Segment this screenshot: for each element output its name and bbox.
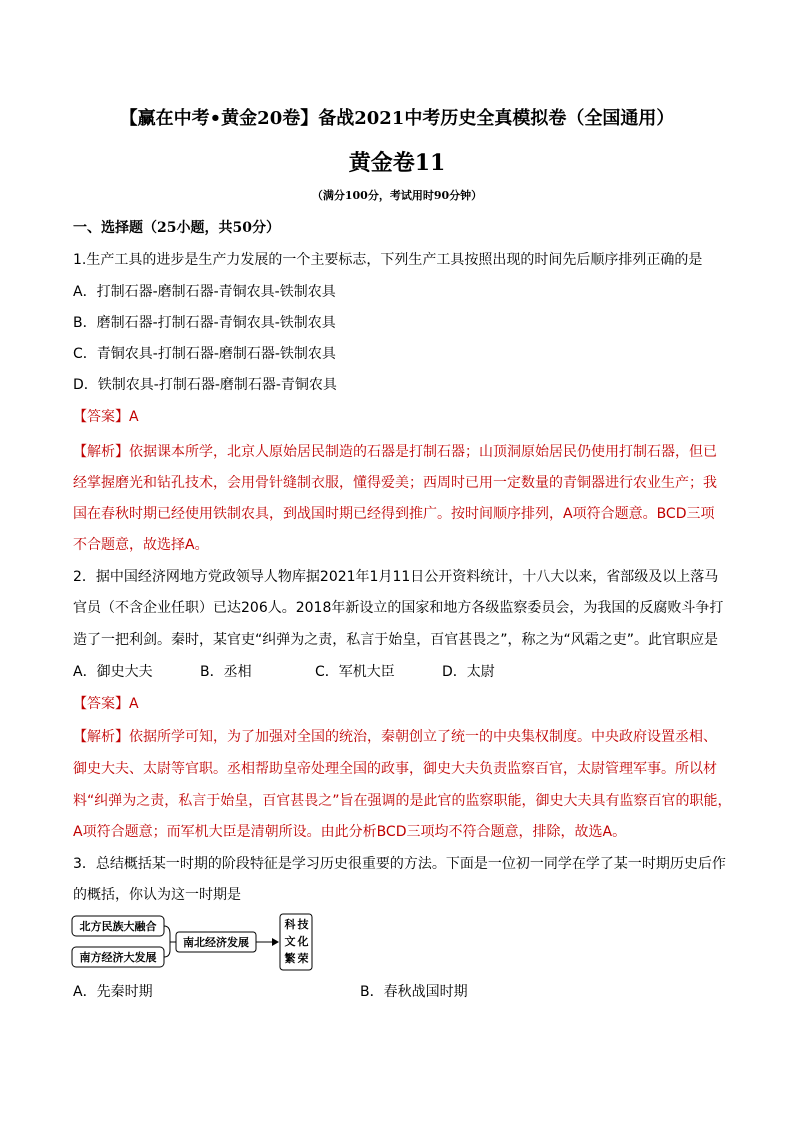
q2-answer-value: A bbox=[129, 696, 139, 712]
diagram-char-6: 荣 bbox=[297, 952, 309, 965]
q2-analysis-line-3: 料“纠弹为之责，私言于始皇，百官甚畏之”旨在强调的是此官的监察职能，御史大夫具有监察百官的职能， bbox=[73, 793, 732, 809]
q2-answer bbox=[73, 694, 723, 714]
q1-answer-value: A bbox=[129, 409, 139, 425]
q2-answer-label: 【答案】 bbox=[73, 696, 129, 712]
exam-title: 【赢在中考•黄金20卷】备战2021中考历史全真模拟卷（全国通用） bbox=[119, 108, 675, 129]
q2-analysis-line-1 bbox=[73, 727, 723, 747]
section-title: 一、选择题（25小题，共50分） bbox=[73, 220, 280, 236]
q1-analysis-line-2: 经掌握磨光和钻孔技术，会用骨针缝制衣服，懂得爱美；西周时已用一定数量的青铜器进行农业生产；我 bbox=[73, 475, 717, 491]
diagram-char-3: 文 bbox=[284, 935, 296, 948]
q2-analysis-text-1: 依据所学可知，为了加强对全国的统治，秦朝创立了统一的中央集权制度。中央政府设置丞相、 bbox=[129, 729, 717, 745]
q1-analysis-line-4: 不合题意，故选择A。 bbox=[73, 537, 209, 553]
q3-stem-line-2: 的概括，你认为这一时期是 bbox=[73, 887, 241, 903]
q2-stem-line-3: 造了一把利剑。秦时，某官吏“纠弹为之责，私言于始皇，百官甚畏之”，称之为“风霜之吏”。此官职应是 bbox=[73, 632, 719, 648]
diagram-box-development-label: 南北经济发展 bbox=[183, 936, 249, 949]
q1-option-d: D．铁制农具-打制石器-磨制石器-青铜农具 bbox=[73, 377, 337, 393]
q2-analysis-label: 【解析】 bbox=[73, 729, 129, 745]
q1-option-b: B．磨制石器-打制石器-青铜农具-铁制农具 bbox=[73, 315, 336, 331]
q1-answer bbox=[73, 407, 723, 427]
q1-answer-label: 【答案】 bbox=[73, 409, 129, 425]
q1-option-c: C．青铜农具-打制石器-磨制石器-铁制农具 bbox=[73, 346, 336, 362]
q3-option-b: B．春秋战国时期 bbox=[360, 984, 468, 1000]
q1-analysis-line-3: 国在春秋时期已经使用铁制农具，到战国时期已经得到推广。按时间顺序排列，A项符合题意。BCD三项 bbox=[73, 506, 715, 522]
q1-analysis-label: 【解析】 bbox=[73, 444, 129, 460]
diagram-box-south-label: 南方经济大发展 bbox=[79, 951, 157, 964]
diagram-char-5: 繁 bbox=[284, 952, 296, 965]
exam-subtitle: 黄金卷11 bbox=[348, 150, 446, 176]
q2-option-a: A．御史大夫 bbox=[73, 664, 153, 680]
diagram-char-1: 科 bbox=[284, 918, 296, 931]
diagram-brace bbox=[164, 926, 170, 957]
q3-diagram bbox=[70, 912, 350, 972]
diagram-arrow-head bbox=[272, 938, 279, 946]
q2-analysis-line-4: A项符合题意；而军机大臣是清朝所设。由此分析BCD三项均不符合题意，排除，故选A。 bbox=[73, 824, 627, 840]
q2-stem-line-2: 官员（不含企业任职）已达206人。2018年新设立的国家和地方各级监察委员会，为我国的反腐败斗争打 bbox=[73, 600, 724, 616]
q3-stem-line-1: 3．总结概括某一时期的阶段特征是学习历史很重要的方法。下面是一位初一同学在学了某一时期历史后作 bbox=[73, 856, 726, 872]
diagram-char-2: 技 bbox=[297, 918, 309, 931]
q1-analysis-line-1 bbox=[73, 442, 723, 462]
q2-stem-line-1: 2．据中国经济网地方党政领导人物库据2021年1月11日公开资料统计，十八大以来，省部级及以上落马 bbox=[73, 569, 719, 585]
exam-note: （满分100分，考试用时90分钟） bbox=[311, 189, 483, 202]
q1-analysis-text-1: 依据课本所学，北京人原始居民制造的石器是打制石器；山顶洞原始居民仍使用打制石器，但已 bbox=[129, 444, 717, 460]
q2-option-b: B．丞相 bbox=[200, 664, 252, 680]
q3-option-a: A．先秦时期 bbox=[73, 984, 153, 1000]
q2-option-d: D．太尉 bbox=[442, 664, 495, 680]
q1-option-a: A．打制石器-磨制石器-青铜农具-铁制农具 bbox=[73, 284, 336, 300]
diagram-box-north-label: 北方民族大融合 bbox=[79, 920, 157, 933]
diagram-char-4: 化 bbox=[297, 935, 309, 948]
q2-analysis-line-2: 御史大夫、太尉等官职。丞相帮助皇帝处理全国的政事，御史大夫负责监察百官，太尉管理军事。所以材 bbox=[73, 761, 717, 777]
q2-option-c: C．军机大臣 bbox=[315, 664, 395, 680]
q1-stem: 1.生产工具的进步是生产力发展的一个主要标志，下列生产工具按照出现的时间先后顺序排列正确的是 bbox=[73, 252, 703, 268]
